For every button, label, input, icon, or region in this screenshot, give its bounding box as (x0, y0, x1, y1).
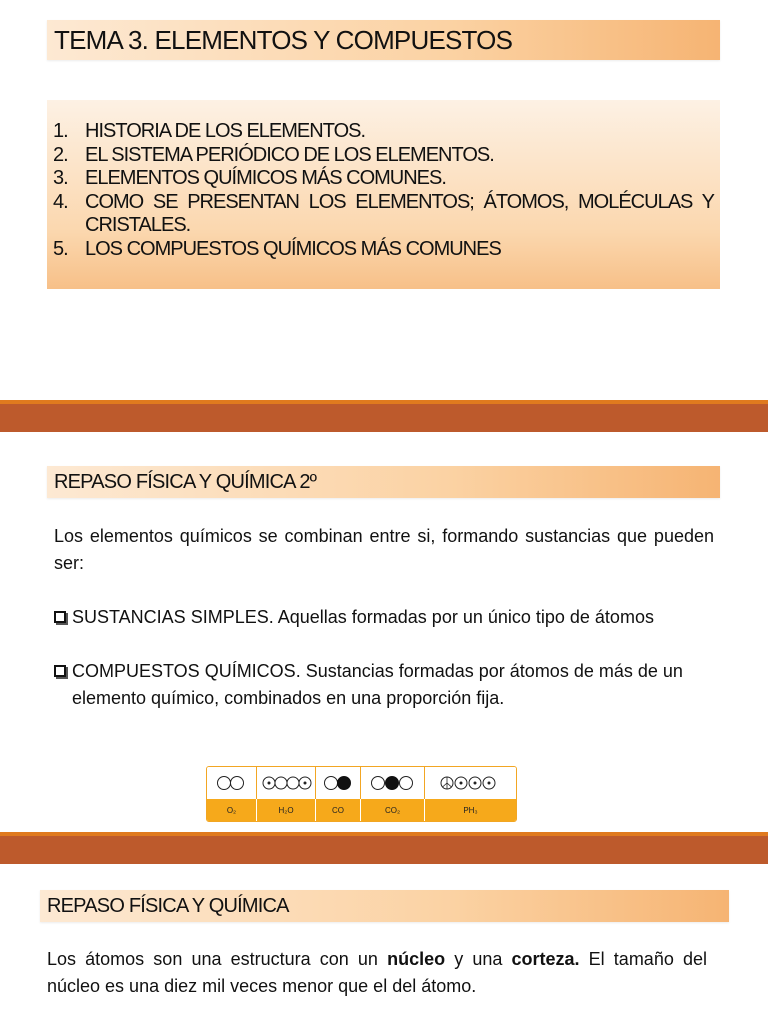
co2-molecule-icon (368, 775, 418, 791)
agenda-item: 3. ELEMENTOS QUÍMICOS MÁS COMUNES. (53, 167, 446, 189)
co-molecule-icon (320, 775, 356, 791)
molecule-label-row (207, 799, 516, 821)
slide-1-title-bar (47, 20, 720, 60)
molecule-label: CO (316, 799, 361, 821)
molecule-label: PH₃ (463, 805, 478, 815)
bullet-simple-substances: SUSTANCIAS SIMPLES. Aquellas formadas por un único tipo de átomos (52, 604, 717, 631)
agenda-item: 1. HISTORIA DE LOS ELEMENTOS. (53, 120, 366, 142)
slide-divider (0, 400, 768, 432)
checkbox-bullet-icon (54, 665, 66, 677)
agenda-box (47, 100, 720, 289)
slide-1-title: TEMA 3. ELEMENTOS Y COMPUESTOS (54, 24, 513, 55)
checkbox-bullet-icon (54, 611, 66, 623)
h2o-molecule-icon (260, 775, 312, 791)
slide-2-intro: Los elementos químicos se combinan entre si, formando sustancias que pueden ser: (54, 526, 714, 573)
slide-3-title: REPASO FÍSICA Y QUÍMICA (47, 894, 289, 917)
slide-2-title-bar (47, 466, 720, 498)
bold-nucleus: núcleo (387, 949, 446, 969)
agenda-item: 5. LOS COMPUESTOS QUÍMICOS MÁS COMUNES (53, 237, 501, 260)
molecule-table (206, 766, 517, 822)
agenda-item: 4. COMO SE PRESENTAN LOS ELEMENTOS; ÁTOMOS, MOLÉCULAS Y CRISTALES. (53, 190, 714, 236)
molecule-diagram-row (207, 767, 516, 799)
molecule-label: H₂O (257, 799, 316, 821)
slide-2 (0, 432, 768, 832)
slide-3-paragraph: Los átomos son una estructura con un núcleo y una corteza. El tamaño del núcleo es una diez mil veces menor que el del átomo. (47, 949, 707, 996)
molecule-co-diagram (316, 767, 361, 799)
agenda-list (53, 120, 714, 261)
agenda-item: 2. EL SISTEMA PERIÓDICO DE LOS ELEMENTOS. (53, 143, 494, 166)
molecule-label: CO₂ (361, 799, 425, 821)
slide-3 (0, 864, 768, 1024)
slide-divider (0, 832, 768, 864)
bold-cortex: corteza. (511, 949, 580, 969)
molecule-ph3-diagram (425, 767, 516, 799)
slide-3-title-bar (40, 890, 729, 922)
molecule-label: O₂ (207, 799, 257, 821)
o2-molecule-icon (214, 775, 250, 791)
slide-2-title: REPASO FÍSICA Y QUÍMICA 2º (54, 470, 317, 493)
molecule-co2-diagram (361, 767, 425, 799)
molecule-o2-diagram (207, 767, 257, 799)
bullet-chemical-compounds: COMPUESTOS QUÍMICOS. Sustancias formadas por átomos de más de un elemento químico, combinados en una proporción fija. (52, 658, 717, 712)
molecule-h2o-diagram (257, 767, 316, 799)
ph3-molecule-icon (438, 775, 504, 791)
slide-1 (0, 0, 768, 400)
